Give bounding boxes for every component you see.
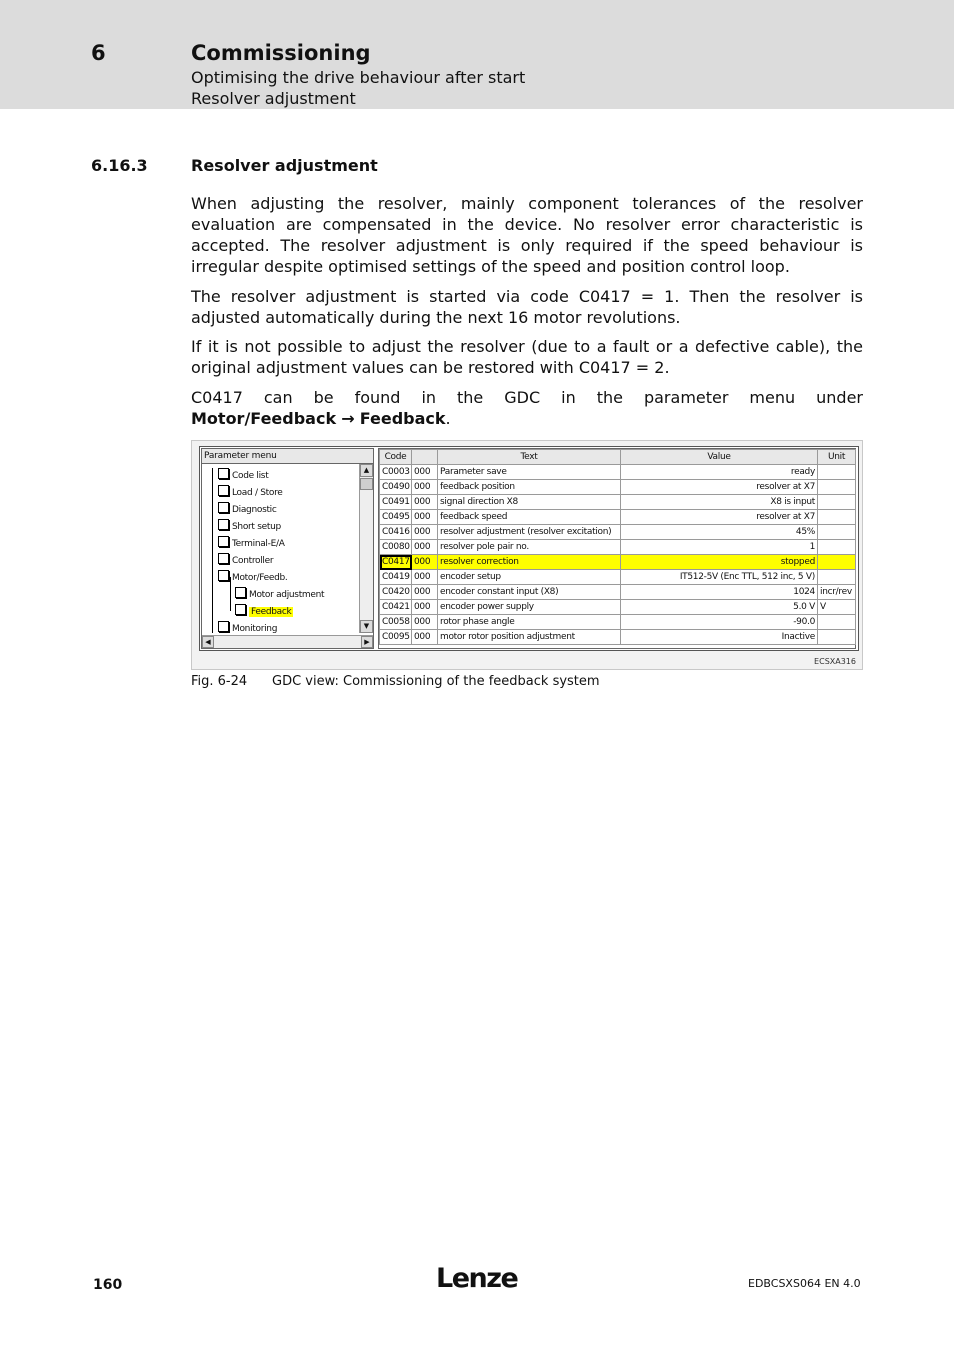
cell-code: C0003 — [380, 465, 412, 480]
cell-value: 1 — [621, 540, 818, 555]
tree-horizontal-scrollbar[interactable] — [202, 635, 373, 648]
cell-sub: 000 — [412, 600, 438, 615]
cell-text: rotor phase angle — [438, 615, 621, 630]
paragraph-3: If it is not possible to adjust the resolver (due to a fault or a defective cable), the original adjustment values can be restored with C0417 = 2. — [191, 337, 863, 377]
folder-icon — [218, 553, 229, 564]
table-row[interactable] — [380, 525, 856, 540]
paragraph-4-word: can — [263, 388, 293, 407]
cell-unit: incr/rev — [818, 585, 856, 600]
cell-text: encoder power supply — [438, 600, 621, 615]
table-row[interactable] — [380, 615, 856, 630]
chapter-number: 6 — [91, 41, 106, 65]
cell-value: Inactive — [621, 630, 818, 645]
paragraph-4-word: in — [561, 388, 576, 407]
cell-code: C0491 — [380, 495, 412, 510]
cell-code: C0095 — [380, 630, 412, 645]
column-header[interactable] — [412, 450, 438, 465]
cell-unit — [818, 465, 856, 480]
cell-text: feedback position — [438, 480, 621, 495]
tree-item[interactable] — [218, 621, 277, 635]
cell-sub: 000 — [412, 510, 438, 525]
table-row[interactable] — [380, 510, 856, 525]
paragraph-2: The resolver adjustment is started via code C0417 = 1. Then the resolver is adjusted automatically during the next 16 motor revolutions. — [191, 287, 863, 327]
paragraph-4-word: GDC — [504, 388, 541, 407]
cell-value: 5.0 V — [621, 600, 818, 615]
tree-item[interactable] — [218, 502, 277, 516]
tree-item-label: Code list — [232, 471, 269, 481]
cell-code: C0490 — [380, 480, 412, 495]
figure-gdc-view — [191, 440, 863, 670]
section-number: 6.16.3 — [91, 156, 148, 175]
cell-sub: 000 — [412, 615, 438, 630]
cell-unit — [818, 570, 856, 585]
cell-text: feedback speed — [438, 510, 621, 525]
gdc-window — [199, 446, 859, 651]
scroll-up-icon[interactable]: ▲ — [360, 464, 373, 477]
paragraph-4-word: C0417 — [191, 388, 243, 407]
cell-unit — [818, 480, 856, 495]
cell-text: resolver correction — [438, 555, 621, 570]
tree-item[interactable] — [235, 587, 324, 601]
cell-value: ready — [621, 465, 818, 480]
cell-unit — [818, 630, 856, 645]
cell-text: Parameter save — [438, 465, 621, 480]
tree-item-label: Motor/Feedb. — [232, 573, 288, 583]
folder-icon — [218, 519, 229, 530]
scroll-left-icon[interactable]: ◀ — [202, 636, 214, 648]
table-row[interactable] — [380, 555, 856, 570]
cell-text: motor rotor position adjustment — [438, 630, 621, 645]
folder-icon — [218, 536, 229, 547]
table-row[interactable] — [380, 495, 856, 510]
cell-sub: 000 — [412, 525, 438, 540]
cell-code: C0495 — [380, 510, 412, 525]
paragraph-4 — [191, 387, 863, 429]
table-row[interactable] — [380, 570, 856, 585]
tree-item[interactable] — [218, 553, 273, 567]
paragraph-4-word: found — [354, 388, 401, 407]
tree-item-label: Feedback — [251, 607, 292, 617]
table-row[interactable] — [380, 585, 856, 600]
tree-vertical-scrollbar[interactable] — [359, 464, 373, 633]
cell-unit — [818, 495, 856, 510]
cell-value: stopped — [621, 555, 818, 570]
tree-item[interactable] — [218, 485, 283, 499]
cell-value: X8 is input — [621, 495, 818, 510]
cell-sub: 000 — [412, 585, 438, 600]
table-row[interactable] — [380, 465, 856, 480]
menu-path-motor-feedback: Motor/Feedback — [191, 409, 337, 428]
tree-item[interactable] — [235, 604, 293, 618]
paragraph-4-word: the — [596, 388, 623, 407]
tree-item[interactable] — [218, 570, 288, 584]
scroll-thumb[interactable] — [360, 478, 373, 490]
tree-item-label: Controller — [232, 556, 274, 566]
cell-sub: 000 — [412, 480, 438, 495]
tree-item[interactable] — [218, 536, 285, 550]
table-row[interactable] — [380, 630, 856, 645]
cell-text: encoder setup — [438, 570, 621, 585]
figure-id: ECSXA316 — [814, 657, 856, 666]
folder-icon — [218, 621, 229, 632]
cell-text: resolver pole pair no. — [438, 540, 621, 555]
chapter-subtitle-1: Optimising the drive behaviour after start — [191, 68, 526, 87]
cell-unit: V — [818, 600, 856, 615]
parameter-menu-title: Parameter menu — [202, 449, 373, 464]
cell-code: C0417 — [380, 555, 412, 570]
parameter-menu-tree — [201, 448, 374, 649]
tree-item-label: Diagnostic — [232, 505, 277, 515]
folder-icon — [235, 587, 246, 598]
chapter-title: Commissioning — [191, 41, 371, 65]
cell-code: C0419 — [380, 570, 412, 585]
paragraph-4-word: the — [457, 388, 484, 407]
tree-item-label: Motor adjustment — [249, 590, 325, 600]
cell-value: resolver at X7 — [621, 480, 818, 495]
tree-item-label: Terminal-E/A — [232, 539, 285, 549]
paragraph-4-word: in — [421, 388, 437, 407]
header-band — [0, 0, 954, 109]
cell-text: resolver adjustment (resolver excitation) — [438, 525, 621, 540]
cell-code: C0416 — [380, 525, 412, 540]
folder-icon — [218, 468, 229, 479]
cell-unit — [818, 510, 856, 525]
chapter-subtitle-2: Resolver adjustment — [191, 89, 356, 108]
paragraph-4-word: menu — [749, 388, 796, 407]
column-header[interactable]: Code — [380, 450, 412, 465]
tree-item[interactable] — [218, 468, 268, 482]
cell-sub: 000 — [412, 465, 438, 480]
lenze-logo: Lenze — [436, 1263, 518, 1294]
tree-item-label: Short setup — [232, 522, 281, 532]
arrow-icon: → — [341, 409, 355, 428]
page-number: 160 — [93, 1277, 123, 1293]
cell-unit — [818, 540, 856, 555]
parameter-table — [378, 448, 856, 649]
paragraph-4-line-2 — [191, 408, 863, 429]
column-header[interactable]: Text — [438, 450, 621, 465]
paragraph-1: When adjusting the resolver, mainly component tolerances of the resolver evaluation are compensated in the device. No resolver error characteristic is accepted. The resolver adjustment is only required if the speed behaviour is irregular despite optimised settings of the speed and position control loop. — [191, 194, 863, 276]
paragraph-4-line-1 — [191, 387, 863, 408]
table-row[interactable] — [380, 540, 856, 555]
section-title: Resolver adjustment — [191, 156, 378, 175]
cell-value: 45% — [621, 525, 818, 540]
figure-caption-number: Fig. 6-24 — [191, 674, 248, 689]
paragraph-4-word: under — [816, 388, 863, 407]
cell-value: 1024 — [621, 585, 818, 600]
cell-code: C0421 — [380, 600, 412, 615]
cell-value: -90.0 — [621, 615, 818, 630]
scroll-right-icon[interactable]: ▶ — [361, 636, 373, 648]
paragraph-4-word: parameter — [643, 388, 729, 407]
scroll-down-icon[interactable]: ▼ — [360, 620, 373, 633]
column-header[interactable]: Unit — [818, 450, 856, 465]
table-row[interactable] — [380, 600, 856, 615]
folder-icon — [218, 485, 229, 496]
column-header[interactable]: Value — [621, 450, 818, 465]
cell-unit — [818, 615, 856, 630]
cell-text: signal direction X8 — [438, 495, 621, 510]
cell-code: C0420 — [380, 585, 412, 600]
folder-icon — [218, 570, 229, 581]
cell-value: IT512-5V (Enc TTL, 512 inc, 5 V) — [621, 570, 818, 585]
table-row[interactable] — [380, 480, 856, 495]
tree-item-label: Load / Store — [232, 488, 283, 498]
menu-path-feedback: Feedback — [359, 409, 446, 428]
cell-unit — [818, 555, 856, 570]
folder-icon — [218, 502, 229, 513]
paragraph-4-word: be — [313, 388, 334, 407]
cell-text: encoder constant input (X8) — [438, 585, 621, 600]
cell-code: C0080 — [380, 540, 412, 555]
document-id: EDBCSXS064 EN 4.0 — [748, 1277, 861, 1290]
tree-item[interactable] — [218, 519, 281, 533]
paragraph-4-period: . — [445, 409, 451, 428]
tree-item-label: Monitoring — [232, 624, 278, 634]
cell-sub: 000 — [412, 540, 438, 555]
figure-caption-text: GDC view: Commissioning of the feedback system — [272, 674, 600, 689]
cell-sub: 000 — [412, 495, 438, 510]
folder-icon — [235, 604, 246, 615]
cell-unit — [818, 525, 856, 540]
cell-code: C0058 — [380, 615, 412, 630]
cell-sub: 000 — [412, 570, 438, 585]
tree-connector-line — [212, 468, 213, 633]
cell-sub: 000 — [412, 630, 438, 645]
cell-sub: 000 — [412, 555, 438, 570]
cell-value: resolver at X7 — [621, 510, 818, 525]
